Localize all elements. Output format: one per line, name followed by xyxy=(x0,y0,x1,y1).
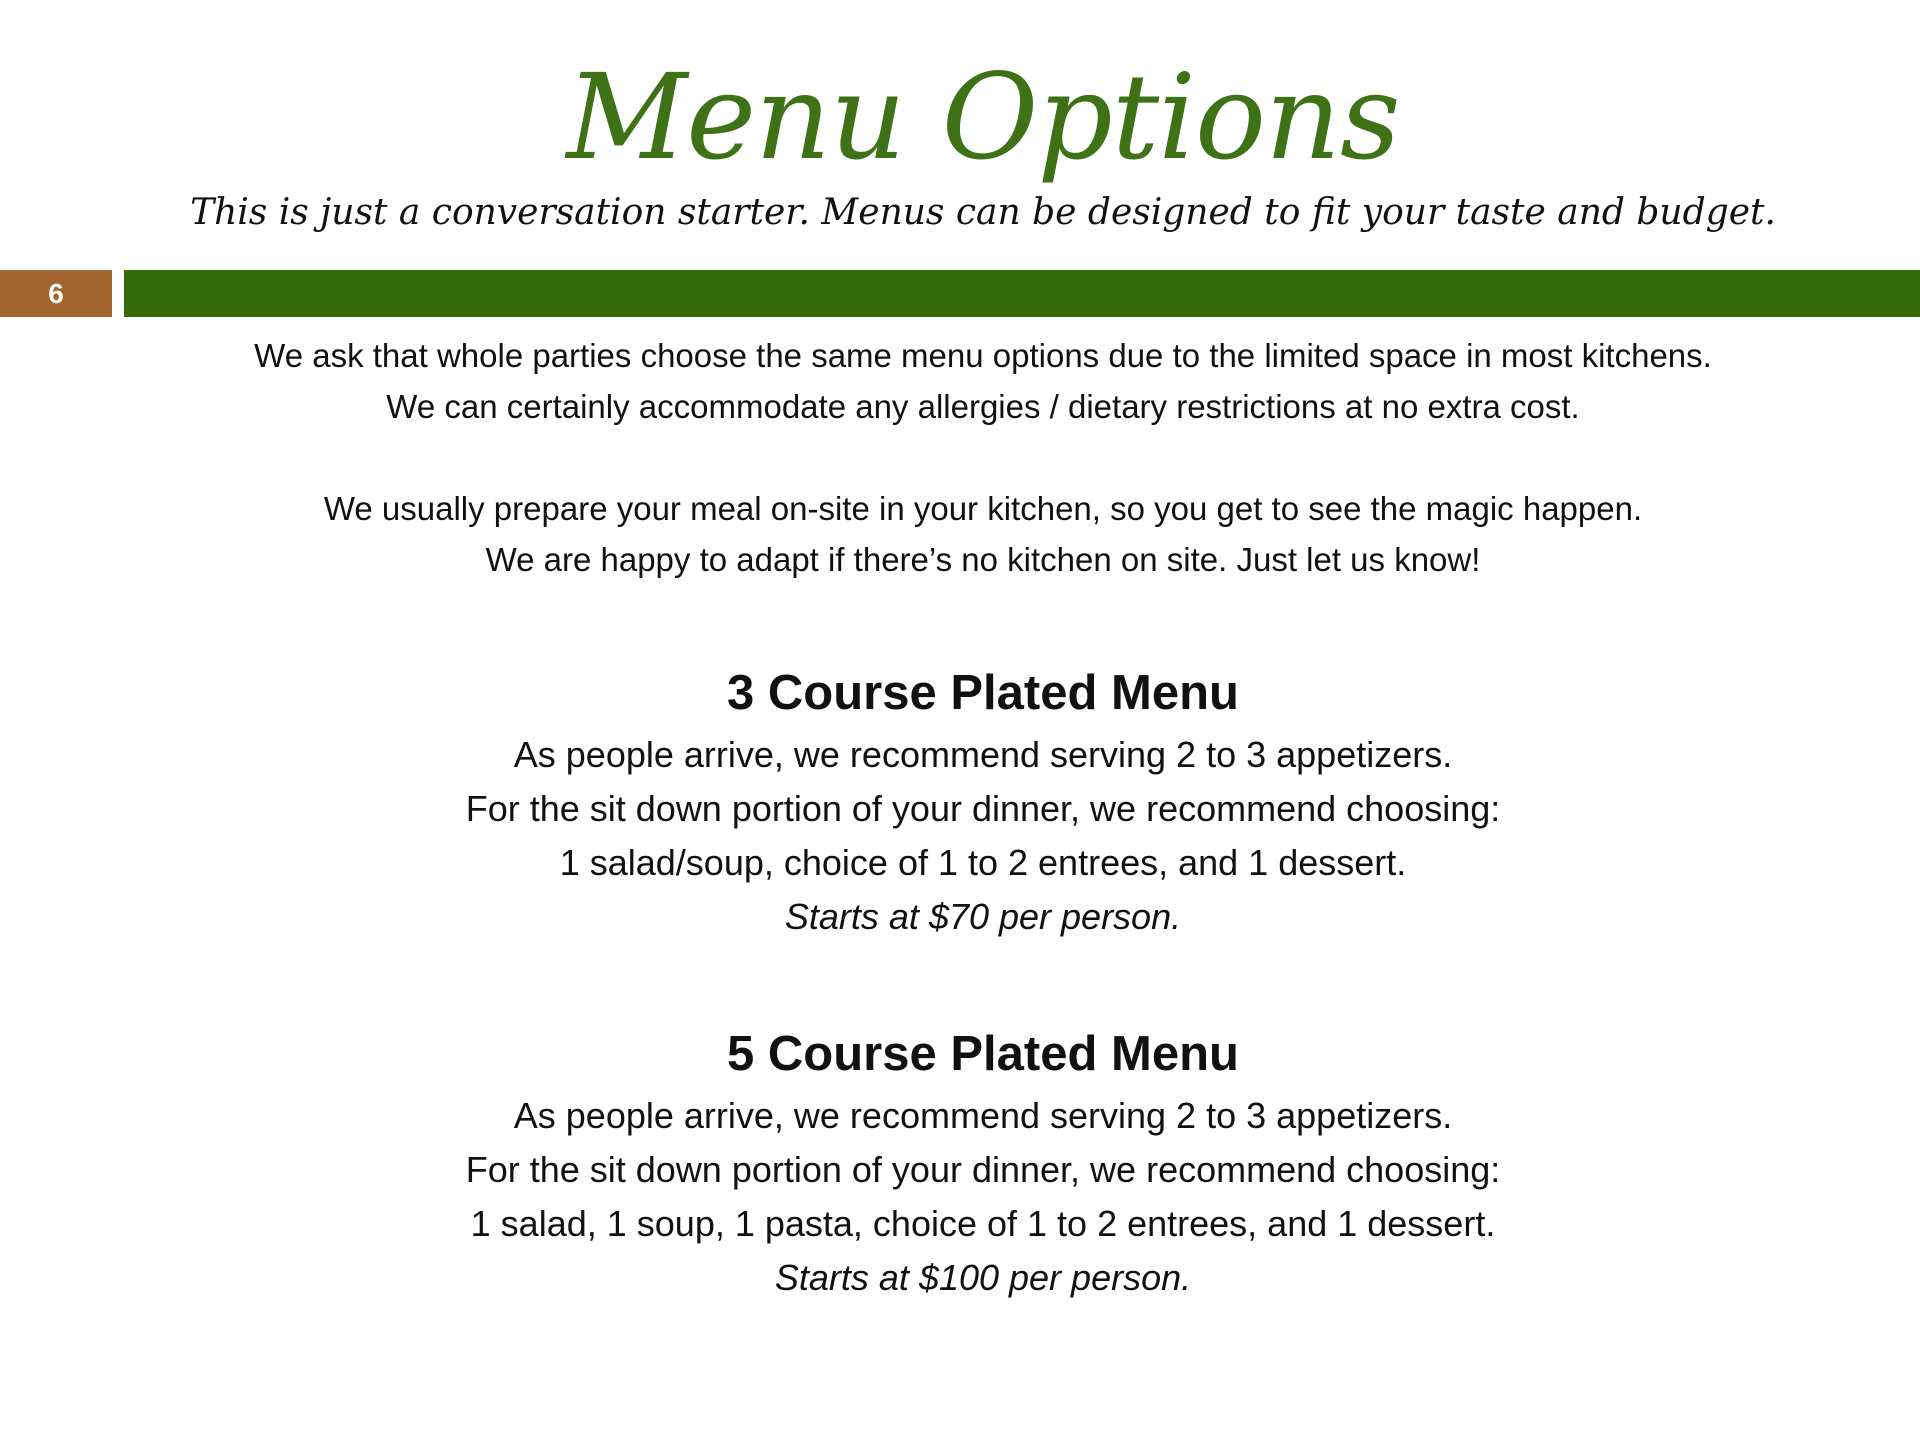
spacer xyxy=(0,432,1920,483)
intro-line: We usually prepare your meal on-site in your kitchen, so you get to see the magic happen. xyxy=(323,490,1643,527)
menu-price: Starts at $70 per person. xyxy=(784,896,1182,937)
slide-content xyxy=(0,330,1920,1305)
spacer xyxy=(0,585,1920,658)
menu-price: Starts at $100 per person. xyxy=(774,1257,1192,1298)
menu-description-line: As people arrive, we recommend serving 2 to 3 appetizers. xyxy=(513,1095,1453,1136)
menu-description-line: 1 salad/soup, choice of 1 to 2 entrees, and 1 dessert. xyxy=(559,842,1407,883)
menu-section-title: 3 Course Plated Menu xyxy=(727,666,1239,720)
page-number-badge: 6 xyxy=(0,270,112,317)
menu-description-line: As people arrive, we recommend serving 2 to 3 appetizers. xyxy=(513,734,1453,775)
menu-section-3-course xyxy=(0,658,1920,944)
page-subtitle: This is just a conversation starter. Menus can be designed to fit your taste and budget. xyxy=(190,192,1776,233)
spacer xyxy=(0,944,1920,1019)
menu-section-title: 5 Course Plated Menu xyxy=(727,1027,1239,1081)
menu-section-5-course xyxy=(0,1019,1920,1305)
menu-description-line: For the sit down portion of your dinner, we recommend choosing: xyxy=(465,788,1501,829)
intro-line: We ask that whole parties choose the same menu options due to the limited space in most kitchens. xyxy=(254,337,1712,374)
menu-description-line: 1 salad, 1 soup, 1 pasta, choice of 1 to 2 entrees, and 1 dessert. xyxy=(470,1203,1496,1244)
page-title: Menu Options xyxy=(566,48,1400,186)
header-divider-bar xyxy=(124,270,1920,317)
menu-description-line: For the sit down portion of your dinner, we recommend choosing: xyxy=(465,1149,1501,1190)
intro-block xyxy=(0,330,1920,585)
intro-line: We can certainly accommodate any allergies / dietary restrictions at no extra cost. xyxy=(386,388,1580,425)
intro-line: We are happy to adapt if there’s no kitchen on site. Just let us know! xyxy=(485,541,1481,578)
